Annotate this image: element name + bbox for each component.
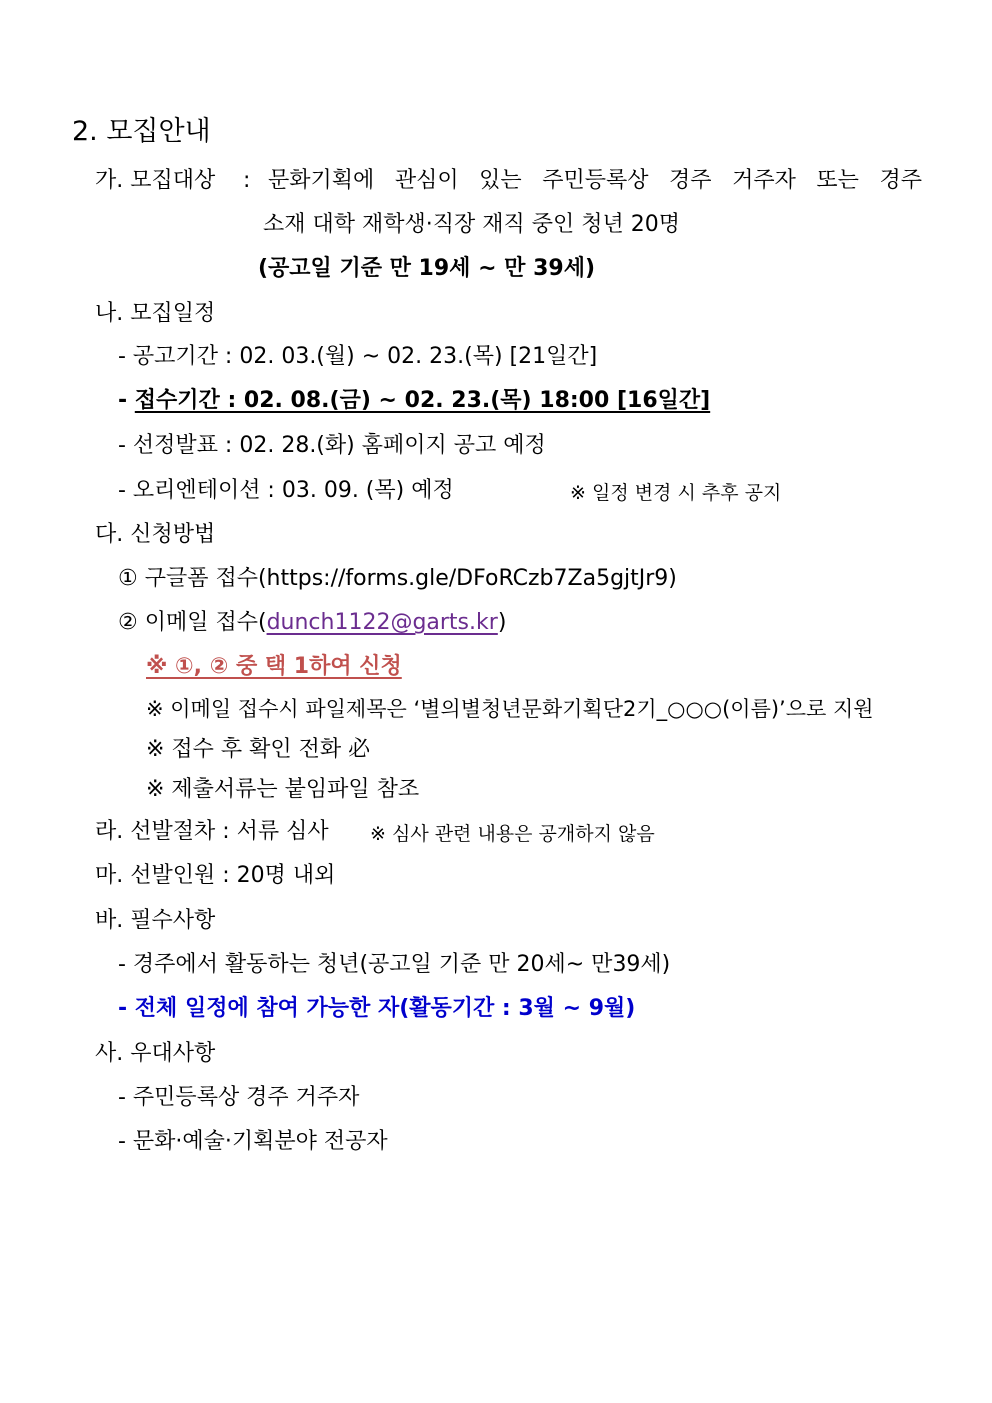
ga-label: 가. 모집대상 [95, 168, 216, 193]
ga-line3: (공고일 기준 만 19세 ~ 만 39세) [258, 256, 595, 281]
ga-line1 [268, 166, 922, 196]
ba-label: 바. 필수사항 [95, 908, 216, 933]
na-note: ※ 일정 변경 시 추후 공지 [570, 482, 782, 504]
da-label: 다. 신청방법 [95, 522, 216, 547]
na-item-receipt [118, 386, 710, 416]
ba-item-age: - 경주에서 활동하는 청년(공고일 기준 만 20세~ 만39세) [118, 952, 671, 977]
email-option-prefix: ② 이메일 접수( [118, 610, 267, 635]
da-note-filename: ※ 이메일 접수시 파일제목은 ‘별의별청년문화기획단2기_○○○(이름)’으로 지원 [146, 697, 874, 721]
ga-word: 문화기획에 [268, 168, 375, 193]
section-title: 2. 모집안내 [72, 116, 211, 147]
da-note-documents: ※ 제출서류는 붙임파일 참조 [146, 777, 420, 802]
na-item-selection: - 선정발표 : 02. 28.(화) 홈페이지 공고 예정 [118, 433, 546, 458]
na-item-announce: - 공고기간 : 02. 03.(월) ~ 02. 23.(목) [21일간] [118, 344, 598, 369]
na-item-orientation: - 오리엔테이션 : 03. 09. (목) 예정 [118, 478, 454, 503]
ga-word: 거주자 [732, 168, 796, 193]
ba-item-participation: - 전체 일정에 참여 가능한 자(활동기간 : 3월 ~ 9월) [118, 996, 636, 1021]
ga-word: 또는 [816, 168, 859, 193]
sa-item-resident: - 주민등록상 경주 거주자 [118, 1085, 360, 1110]
da-option-google-form: ① 구글폼 접수(https://forms.gle/DFoRCzb7Za5gjtJr9) [118, 566, 677, 591]
ra-text: 라. 선발절차 : 서류 심사 [95, 819, 329, 844]
da-note-choose-one: ※ ①, ② 중 택 1하여 신청 [146, 654, 402, 679]
sa-label: 사. 우대사항 [95, 1041, 216, 1066]
dash: - [118, 388, 135, 413]
ga-word: 주민등록상 [542, 168, 649, 193]
ma-text: 마. 선발인원 : 20명 내외 [95, 863, 336, 888]
da-option-email [118, 608, 506, 638]
ga-separator: : [243, 168, 251, 193]
email-option-suffix: ) [497, 610, 507, 635]
ga-word: 있는 [479, 168, 522, 193]
sa-item-major: - 문화·예술·기획분야 전공자 [118, 1129, 388, 1154]
na-label: 나. 모집일정 [95, 301, 216, 326]
email-link[interactable]: dunch1122@garts.kr [266, 610, 498, 635]
da-note-confirm-call: ※ 접수 후 확인 전화 必 [146, 737, 371, 762]
ra-note: ※ 심사 관련 내용은 공개하지 않음 [370, 823, 655, 845]
ga-word: 경주 [879, 168, 922, 193]
receipt-period: 접수기간 : 02. 08.(금) ~ 02. 23.(목) 18:00 [16일간] [134, 388, 711, 413]
ga-word: 관심이 [394, 168, 459, 193]
ga-word: 경주 [669, 168, 712, 193]
ga-line2: 소재 대학 재학생·직장 재직 중인 청년 20명 [263, 212, 680, 237]
